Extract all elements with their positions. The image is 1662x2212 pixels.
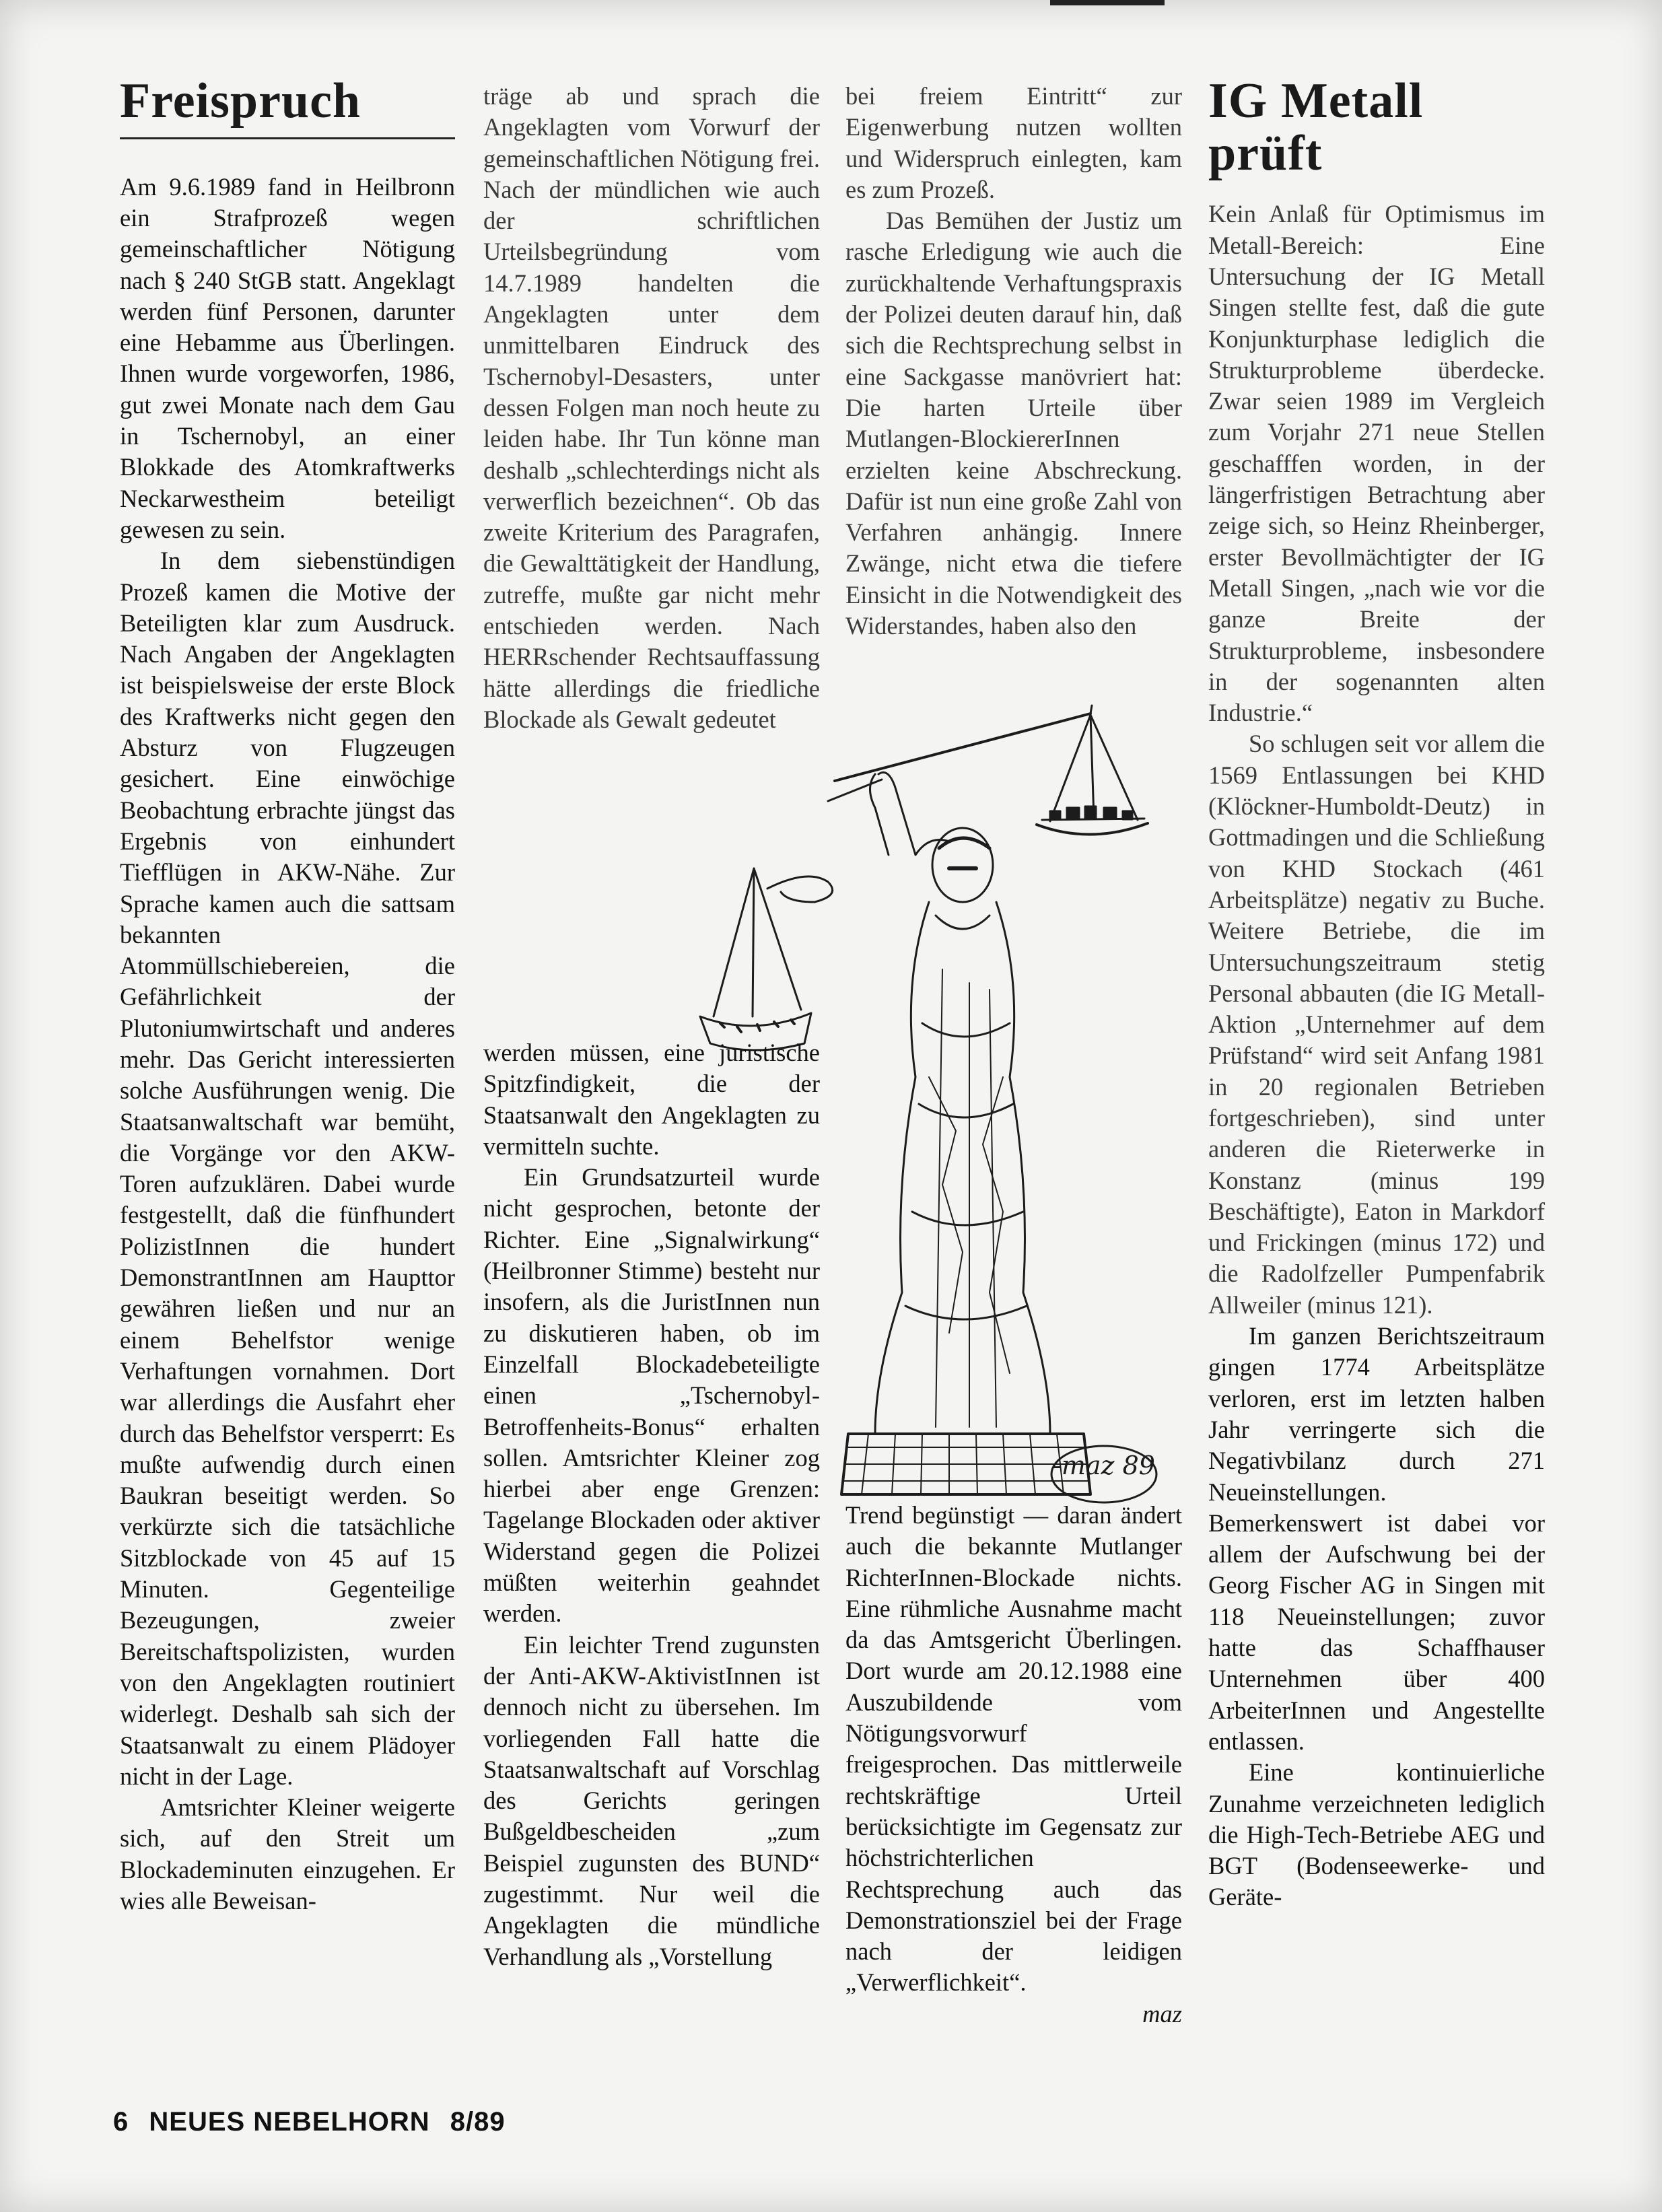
title-rule: [120, 137, 455, 139]
issue-number: 8/89: [450, 2107, 506, 2137]
article2-title-line1: IG Metall: [1208, 73, 1424, 129]
page-footer: [113, 2107, 518, 2137]
article1-paragraph: In dem siebenstündigen Prozeß kamen die Motive der Beteiligten klar zum Ausdruck. Nach Angaben der Angeklagten ist beispielsweise der erste Block des Kraftwerks nicht gegen den Absturz von Flugzeugen gesichert. Eine einwöchige Beobachtung erbrachte jüngst das Ergebnis von einhundert Tiefflügen in AKW-Nähe. Zur Sprache kamen auch die sattsam bekannten Atommüllschiebereien, die Gefährlichkeit der Plutoniumwirtschaft und anderes mehr. Das Gericht interessierten solche Ausführungen wenig. Die Staatsanwaltschaft war bemüht, die Vorgänge vor den AKW-Toren aufzuklären. Dabei wurde festgestellt, daß die fünfhundert PolizistInnen die hundert DemonstrantInnen am Haupttor gewähren ließen und nur an einem Behelfstor wenige Verhaftungen vornahmen. Dort war allerdings die Ausfahrt eher durch das Behelfstor versperrt: Es mußte aufwendig durch einen Baukran beseitigt werden. So verkürzte sich die tatsächliche Sitzblockade von 45 auf 15 Minuten. Gegenteilige Bezeugungen, zweier Bereitschaftspolizisten, wurden von den Angeklagten routiniert widerlegt. Deshalb sah sich der Staatsanwalt zu einem Plädoyer nicht in der Lage.: [120, 547, 455, 1790]
article1-paragraph: Ein leichter Trend zugunsten der Anti-AKW-AktivistInnen ist dennoch nicht zu übersehen. Im vorliegenden Fall hatte die Staatsanwaltschaft auf Vorschlag des Gerichts geringen Bußgeldbescheiden „zum Beispiel zugunsten des BUND“ zugestimmt. Nur weil die Angeklagten die mündliche Verhandlung als „Vorstellung: [483, 1630, 820, 1970]
article1-signature: maz: [1142, 1999, 1182, 2028]
page-number: 6: [113, 2107, 129, 2137]
article2-title-line2: prüft: [1208, 125, 1323, 181]
article1-paragraph: bei freiem Eintritt“ zur Eigenwerbung nutzen wollten und Widerspruch einlegten, kam es zum Prozeß.: [845, 82, 1182, 203]
article1-column-3-top: [845, 81, 1182, 642]
article1-paragraph: Am 9.6.1989 fand in Heilbronn ein Strafprozeß wegen gemeinschaftlicher Nötigung nach § 240 StGB statt. Angeklagt werden fünf Personen, darunter eine Hebamme aus Überlingen. Ihnen wurde vorgeworfen, 1986, gut zwei Monate nach dem Gau in Tschernobyl, an einer Blokkade des Atomkraftwerks Neckarwestheim beteiligt gewesen zu sein.: [120, 172, 455, 543]
article1-column-3-bottom: [845, 1500, 1182, 2030]
article1-column-2-top: [483, 81, 820, 735]
illustration-signature: -maz 89: [1053, 1451, 1155, 1480]
article1-column-1: [120, 75, 455, 1916]
article1-title: Freispruch: [120, 73, 361, 129]
article2-paragraph: So schlugen seit vor allem die 1569 Entlassungen bei KHD (Klöckner-Humboldt-Deutz) in Gottmadingen und die Schließung von KHD Stockach (461 Arbeitsplätze) negativ zu Buche. Weitere Betriebe, die im Untersuchungszeitraum stetig Personal abbauten (die IG Metall-Aktion „Unternehmer auf dem Prüfstand“ wird seit Anfang 1981 in 20 regionalen Betrieben fortgeschrieben), sind unter anderen die Rieterwerke in Konstanz (minus 199 Beschäftigte), Eaton in Markdorf und Frickingen (minus 172) und die Radolfzeller Pumpenfabrik Allweiler (minus 121).: [1208, 730, 1545, 1319]
article1-paragraph: werden müssen, eine juristische Spitzfindigkeit, die der Staatsanwalt den Angeklagten zu vermitteln suchte.: [483, 1039, 820, 1160]
article1-paragraph: Das Bemühen der Justiz um rasche Erledigung wie auch die zurückhaltende Verhaftungspraxis der Polizei deuten darauf hin, daß sich die Rechtsprechung selbst in eine Sackgasse manövriert hat: Die harten Urteile über Mutlangen-BlockiererInnen erzielten keine Abschreckung. Dafür ist nun eine große Zahl von Verfahren anhängig. Innere Zwänge, nicht etwa die tiefere Einsicht in die Notwendigkeit des Widerstandes, haben also den: [845, 207, 1182, 640]
article1-paragraph: träge ab und sprach die Angeklagten vom Vorwurf der gemeinschaftlichen Nötigung frei. Nach der mündlichen wie auch der schriftlichen Urteilsbegründung vom 14.7.1989 handelten die Angeklagten unter dem unmittelbaren Eindruck des Tschernobyl-Desasters, unter dessen Folgen man noch heute zu leiden habe. Ihr Tun könne man deshalb „schlechterdings nicht als verwerflich bezeichnen“. Ob das zweite Kriterium des Paragrafen, die Gewalttätigkeit der Handlung, zutreffe, mußte gar nicht mehr entschieden werden. Nach HERRschender Rechtsauffassung hätte allerdings die friedliche Blockade als Gewalt gedeutet: [483, 82, 820, 733]
article1-paragraph: Ein Grundsatzurteil wurde nicht gesprochen, betonte der Richter. Eine „Signalwirkung“ (Heilbronner Stimme) besteht nur insofern, als die JuristInnen nun zu diskutieren haben, ob im Einzelfall Blockadebeteiligte einen „Tschernobyl-Betroffenheits-Bonus“ erhalten sollen. Amtsrichter Kleiner zog hierbei aber enge Grenzen: Tagelange Blockaden oder aktiver Widerstand gegen die Polizei müßten weiterhin geahndet werden.: [483, 1163, 820, 1628]
article1-paragraph: Trend begünstigt — daran ändert auch die bekannte Mutlanger RichterInnen-Blockade nichts. Eine rühmliche Ausnahme macht da das Amtsgericht Überlingen. Dort wurde am 20.12.1988 eine Auszubildende vom Nötigungsvorwurf freigesprochen. Das mittlerweile rechtskräftige Urteil berücksichtigte im Gegensatz zur höchstrichterlichen Rechtsprechung auch das Demonstrationsziel bei der Frage nach der leidigen „Verwerflichkeit“.: [845, 1501, 1182, 1997]
article2-paragraph: Kein Anlaß für Optimismus im Metall-Bereich: Eine Untersuchung der IG Metall Singen stellte fest, daß die gute Konjunkturphase lediglich die Strukturprobleme überdecke. Zwar seien 1989 im Vergleich zum Vorjahr 271 neue Stellen geschafffen worden, in der längerfristigen Betrachtung aber zeige sich, so Heinz Rheinberger, erster Bevollmächtigter der IG Metall Singen, „nach wie vor die ganze Breite der Strukturprobleme, insbesondere in der sogenannten alten Industrie.“: [1208, 200, 1545, 727]
top-crop-mark: [1050, 0, 1165, 5]
article1-paragraph: Amtsrichter Kleiner weigerte sich, auf den Streit um Blockademinuten einzugehen. Er wies alle Beweisan-: [120, 1793, 455, 1915]
article2-paragraph: Eine kontinuierliche Zunahme verzeichneten lediglich die High-Tech-Betriebe AEG und BGT (Bodenseewerke- und Geräte-: [1208, 1758, 1545, 1911]
article1-column-2-bottom: [483, 1037, 820, 1972]
article2-paragraph: Im ganzen Berichtszeitraum gingen 1774 Arbeitsplätze verloren, erst im letzten halben Jahr verringerte sich die Negativbilanz durch 271 Neueinstellungen. Bemerkenswert ist dabei vor allem der Aufschwung bei der Georg Fischer AG in Singen mit 118 Neueinstellungen; zuvor hatte das Schaffhauser Unternehmen über 400 ArbeiterInnen und Angestellte entlassen.: [1208, 1322, 1545, 1755]
article2-column: [1208, 75, 1545, 1913]
magazine-name: NEUES NEBELHORN: [149, 2107, 430, 2137]
